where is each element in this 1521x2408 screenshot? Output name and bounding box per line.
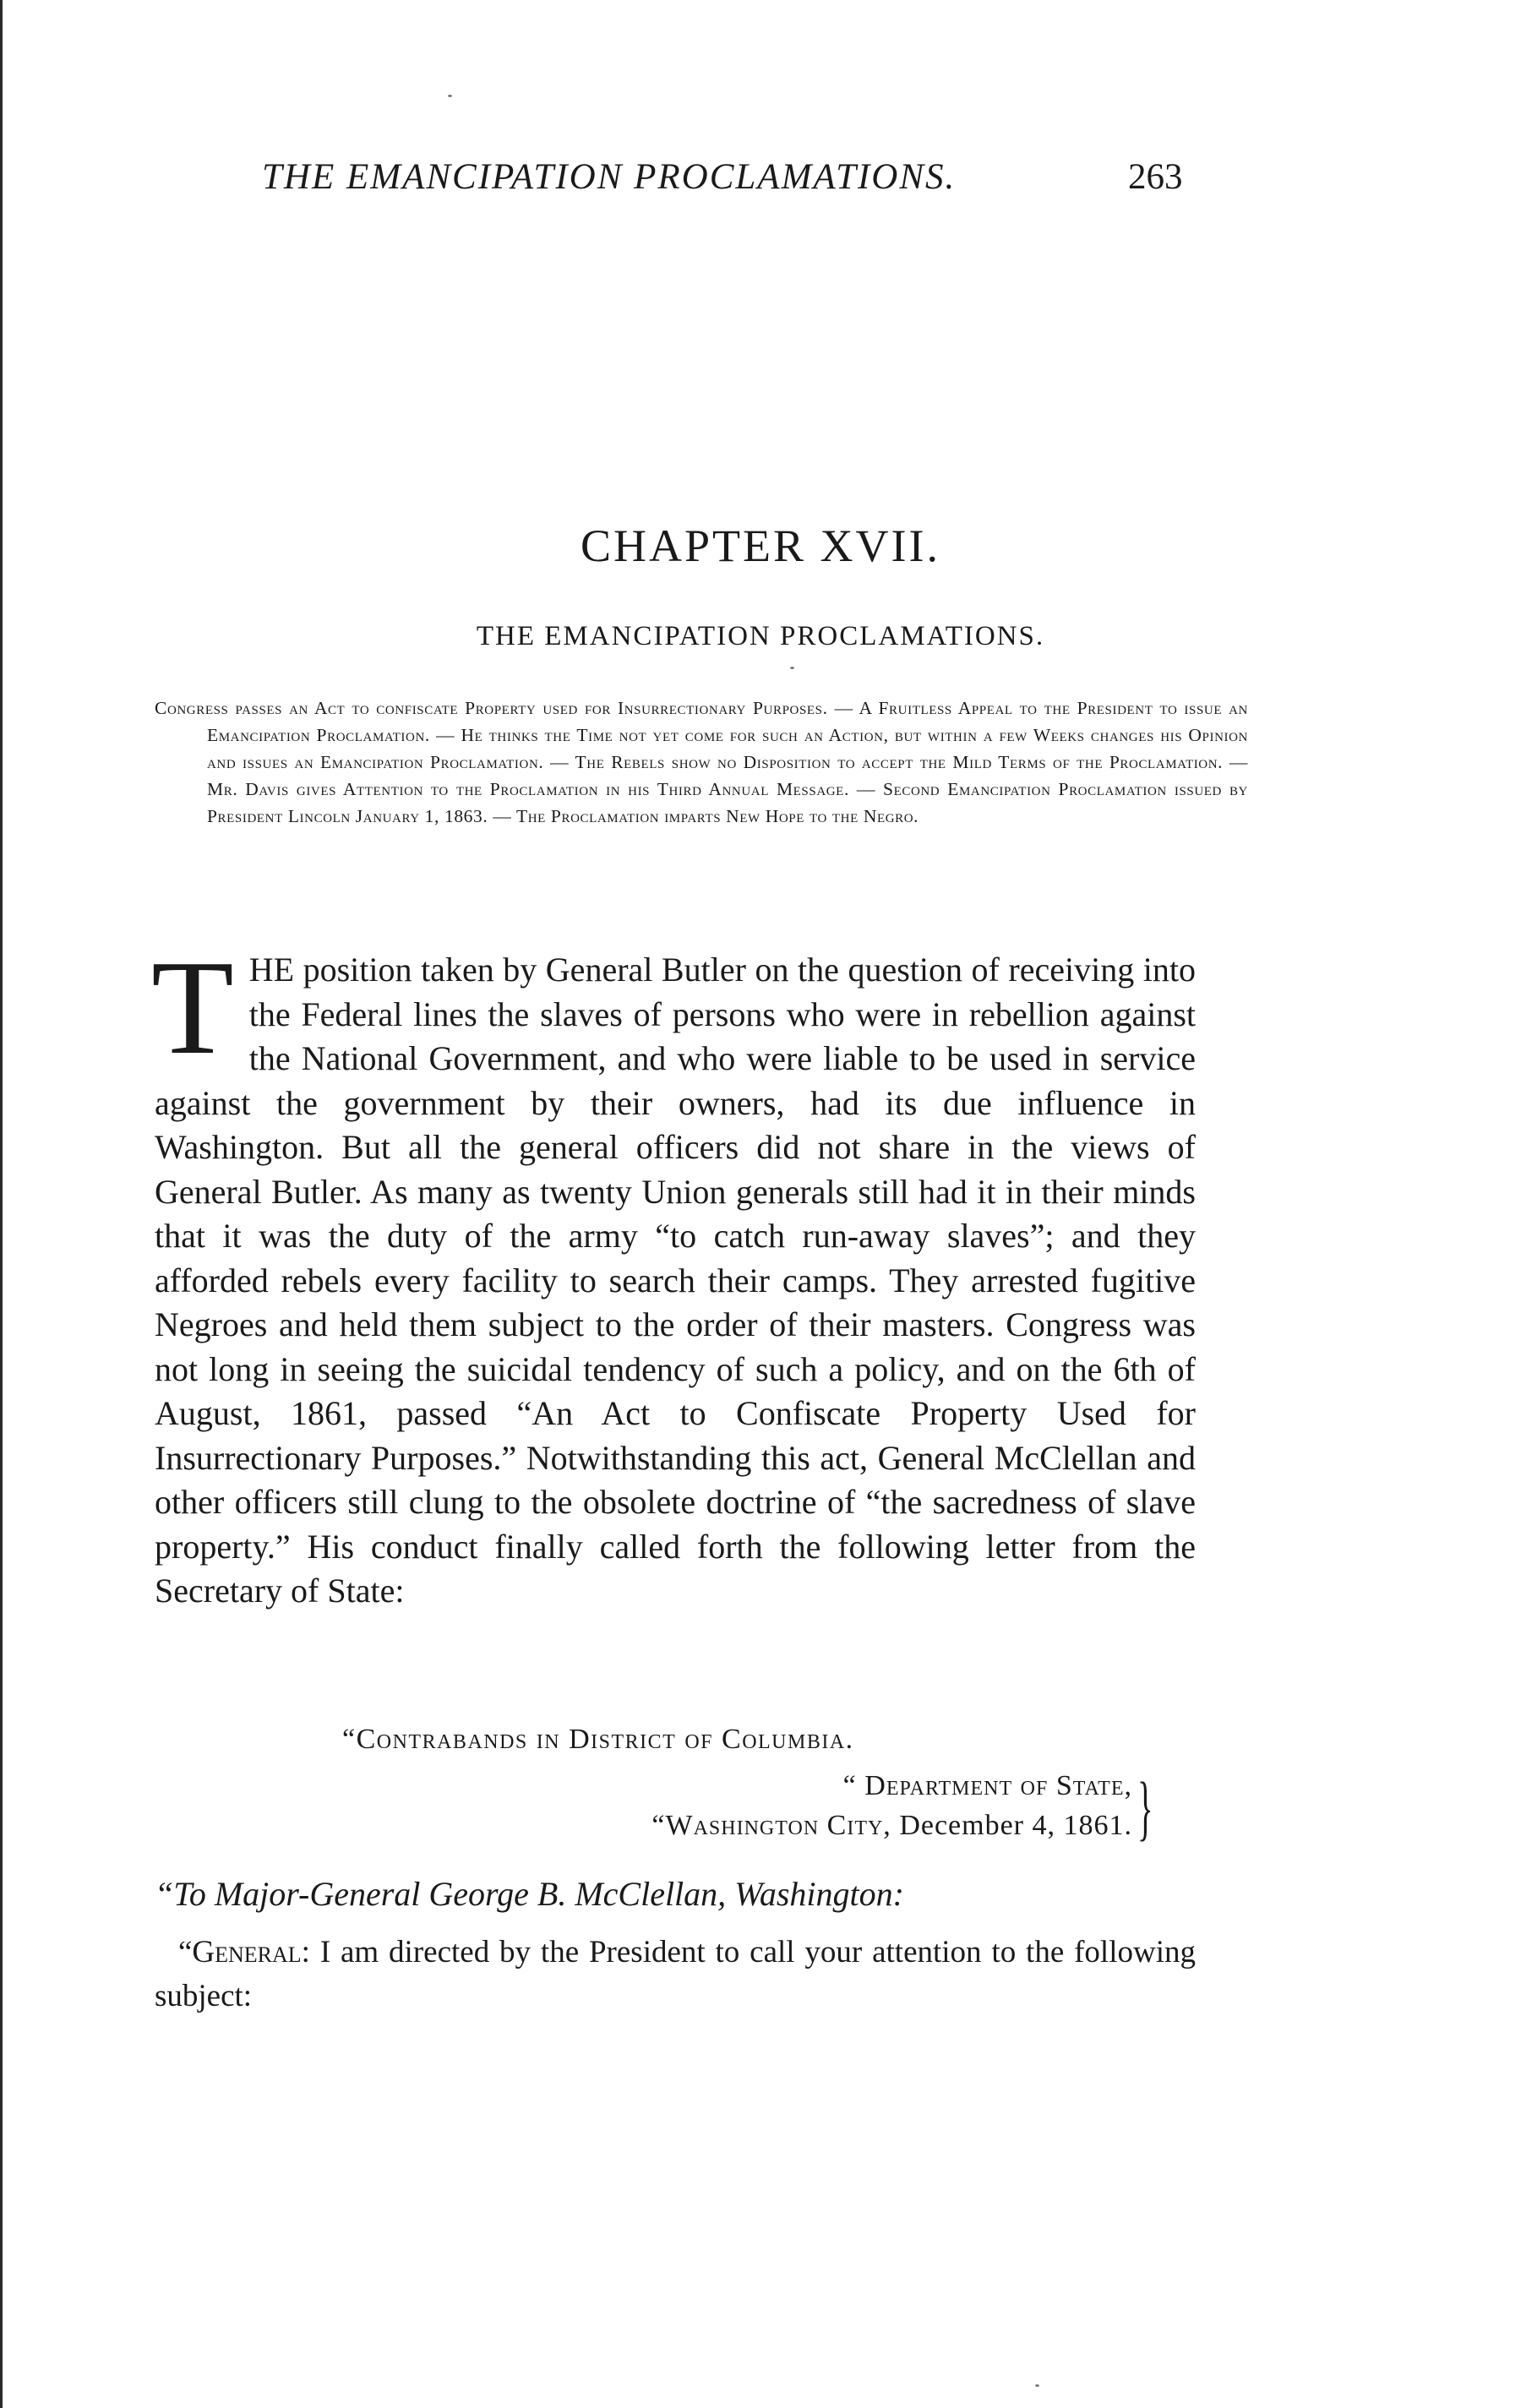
scan-speck	[790, 667, 794, 669]
page-number: 263	[1128, 157, 1183, 197]
dateline-city-date	[507, 1806, 1132, 1845]
letter-dateline	[507, 1766, 1132, 1845]
chapter-number: CHAPTER XVII.	[581, 520, 940, 571]
letter-caption: “Contrabands in District of Columbia.	[342, 1724, 854, 1755]
page-edge	[0, 0, 3, 2408]
scan-speck	[1035, 2384, 1039, 2387]
dateline-department: “ Department of State,	[842, 1770, 1132, 1801]
scan-speck	[448, 95, 452, 97]
letter-first-paragraph	[155, 1931, 1196, 2018]
chapter-synopsis: Congress passes an Act to confiscate Property used for Insurrectionary Purposes. — A Fruitless Appeal to the President to issue an Emancipation Proclamation. — He thinks the Time not yet come for such an Action, but within a few Weeks changes his Opinion and issues an Emancipation Proclamation. — The Rebels show no Disposition to accept the Mild Terms of the Proclamation. — Mr. Davis gives Attention to the Proclamation in his Third Annual Message. — Second Emancipation Proclamation issued by President Lincoln January 1, 1863. — The Proclamation imparts New Hope to the Negro.	[155, 698, 1248, 826]
chapter-title: THE EMANCIPATION PROCLAMATIONS.	[476, 621, 1045, 651]
drop-cap: T	[151, 932, 234, 1082]
dateline-date: December 4, 1861.	[891, 1810, 1132, 1841]
dateline-brace: }	[1137, 1767, 1153, 1848]
letter-addressee: “To Major-General George B. McClellan, Washington:	[155, 1875, 904, 1913]
paragraph-text: position taken by General Butler on the question of receiving into the Federal lines the slaves of persons who were in rebellion against the National Government, and who were liable to be used in service against the government by their owners, had its due influence in Washington. But all the general officers did not share in the views of General Butler. As many as twenty Union generals still had it in their minds that it was the duty of the army “to catch run-away slaves”; and they afforded rebels every facility to search their camps. They arrested fugitive Negroes and held them subject to the order of their masters. Congress was not long in seeing the suicidal tendency of such a policy, and on the 6th of August, 1861, passed “An Act to Confiscate Property Used for Insurrectionary Purposes.” Notwithstanding this act, General McClellan and other officers still clung to the obsolete doctrine of “the sacredness of slave property.” His conduct finally called forth the following letter from the Secretary of State:	[155, 951, 1196, 1610]
salutation: “General:	[178, 1935, 310, 1969]
dateline-city: “Washington City,	[651, 1810, 891, 1841]
letter-first-sentence: I am directed by the President to call your attention to the following subject:	[155, 1935, 1196, 2013]
first-word-rest: HE	[248, 951, 295, 989]
running-head-title: THE EMANCIPATION PROCLAMATIONS.	[262, 157, 957, 197]
body-paragraph	[151, 932, 1196, 1614]
